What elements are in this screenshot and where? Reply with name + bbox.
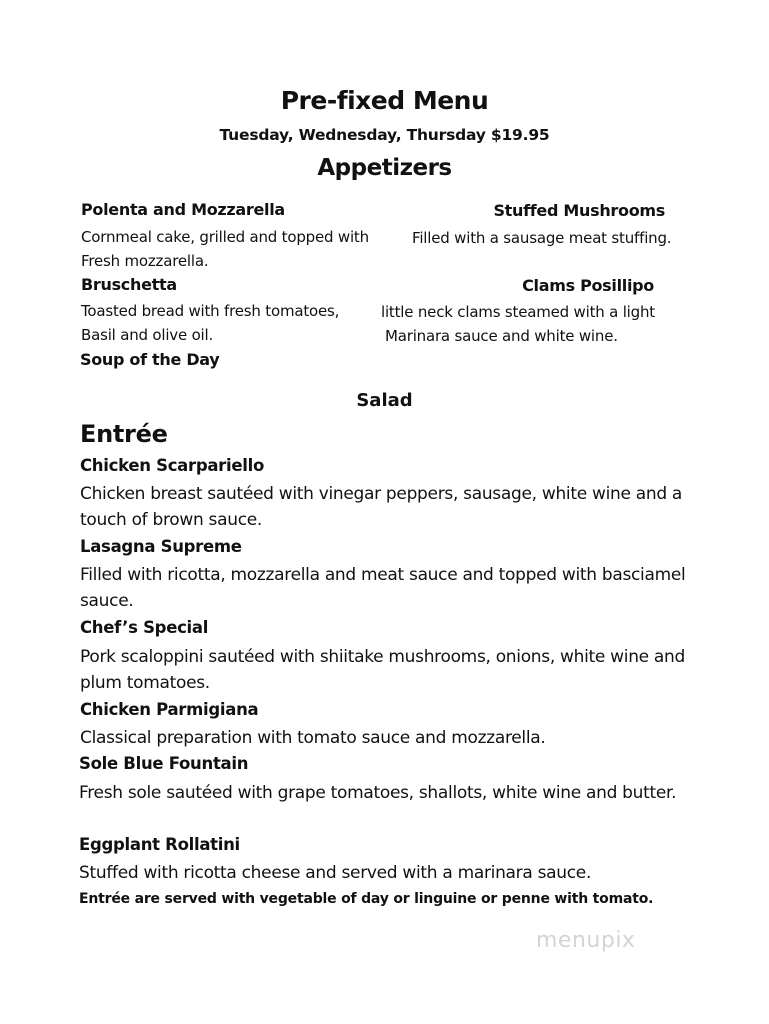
entree-name: Chicken Scarpariello	[80, 456, 265, 475]
menupix-watermark: menupix	[536, 928, 636, 953]
appetizer-desc: Basil and olive oil.	[81, 326, 214, 344]
appetizer-desc: little neck clams steamed with a light	[381, 303, 655, 321]
entree-desc: Fresh sole sautéed with grape tomatoes, shallots, white wine and butter.	[79, 783, 677, 803]
appetizer-desc: Filled with a sausage meat stuffing.	[412, 229, 672, 247]
entree-footnote: Entrée are served with vegetable of day or linguine or penne with tomato.	[79, 891, 654, 907]
salad-heading: Salad	[356, 390, 413, 411]
entree-name: Chef’s Special	[80, 618, 209, 637]
appetizer-desc: Cornmeal cake, grilled and topped with	[81, 228, 369, 246]
appetizer-name: Soup of the Day	[80, 350, 220, 369]
appetizer-name: Clams Posillipo	[522, 276, 654, 295]
appetizer-desc: Marinara sauce and white wine.	[385, 327, 618, 345]
entree-name: Eggplant Rollatini	[79, 835, 240, 854]
entree-desc: Stuffed with ricotta cheese and served with a marinara sauce.	[79, 863, 592, 883]
entree-desc: Chicken breast sautéed with vinegar peppers, sausage, white wine and a touch of brown sauce.	[80, 484, 683, 530]
entree-desc: Pork scaloppini sautéed with shiitake mushrooms, onions, white wine and plum tomatoes.	[80, 647, 686, 693]
entree-name: Sole Blue Fountain	[79, 754, 249, 773]
appetizer-desc: Fresh mozzarella.	[81, 252, 209, 270]
entree-name: Lasagna Supreme	[80, 537, 242, 556]
entree-desc: Classical preparation with tomato sauce and mozzarella.	[80, 728, 546, 748]
appetizer-name: Bruschetta	[81, 275, 177, 294]
menu-subtitle: Tuesday, Wednesday, Thursday $19.95	[219, 126, 550, 144]
appetizer-name: Stuffed Mushrooms	[493, 201, 665, 220]
menu-title: Pre-fixed Menu	[280, 86, 489, 115]
entree-desc: Filled with ricotta, mozzarella and meat sauce and topped with basciamel sauce.	[80, 565, 686, 611]
entree-name: Chicken Parmigiana	[80, 700, 259, 719]
entree-heading: Entrée	[80, 420, 168, 448]
appetizer-desc: Toasted bread with fresh tomatoes,	[81, 302, 340, 320]
appetizers-heading: Appetizers	[317, 155, 452, 181]
appetizer-name: Polenta and Mozzarella	[81, 200, 285, 219]
